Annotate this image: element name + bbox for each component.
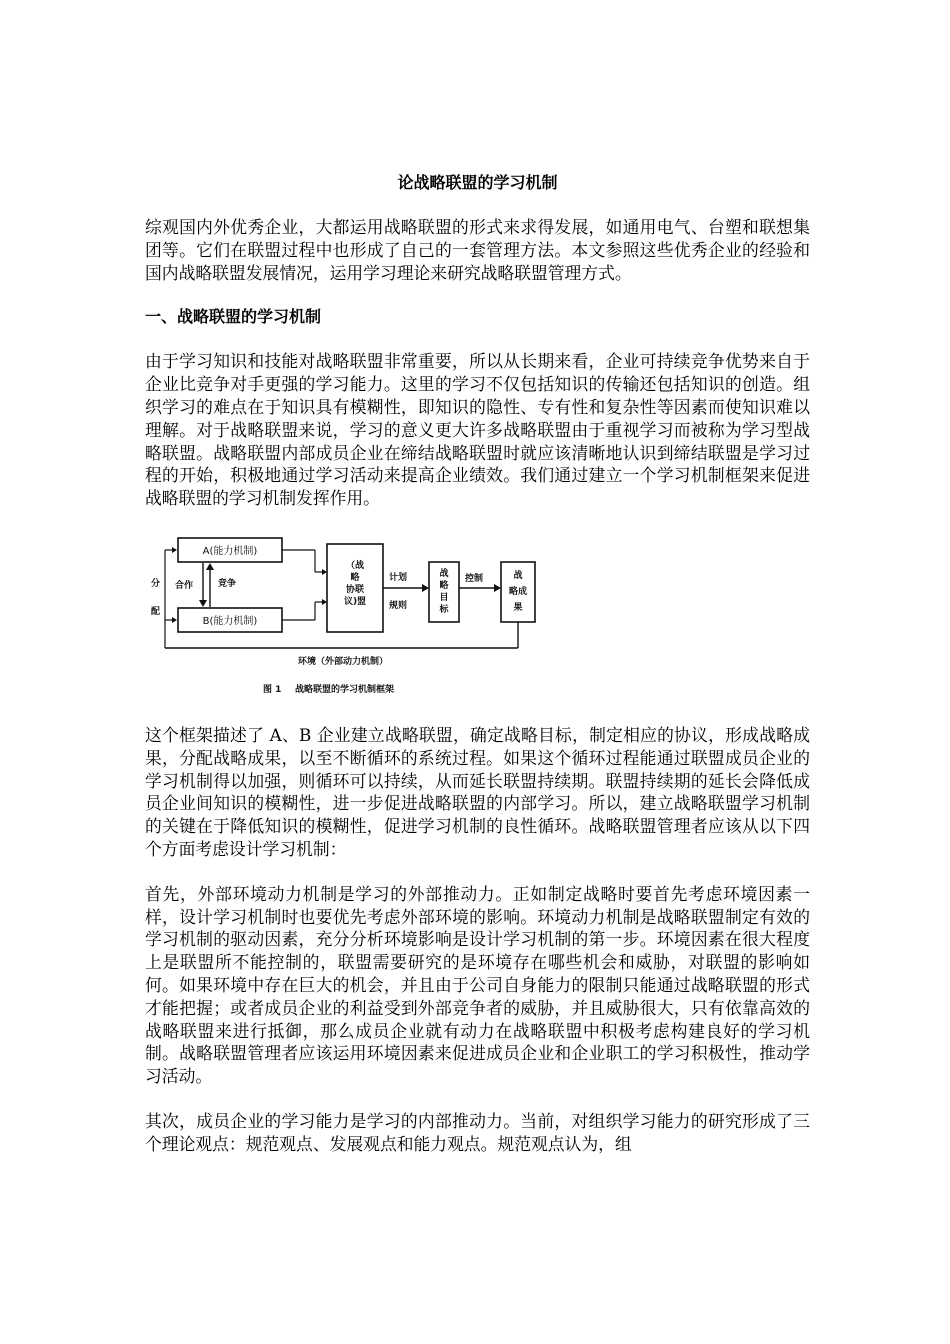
result-label-3: 果 bbox=[513, 602, 523, 613]
figure-diagram bbox=[145, 532, 545, 702]
figure-caption: 战略联盟的学习机制框架 bbox=[295, 684, 395, 695]
body-paragraph-1: 由于学习知识和技能对战略联盟非常重要，所以从长期来看，企业可持续竞争优势来自于企业比竞争对手更强的学习能力。这里的学习不仅包括知识的传输还包括知识的创造。组织学习的难点在于知识具有模糊性，即知识的隐性、专有性和复杂性等因素而使知识难以理解。对于战略联盟来说，学习的意义更大许多战略联盟由于重视学习而被称为学习型战略联盟。战略联盟内部成员企业在缔结战略联盟时就应该清晰地认识到缔结联盟是学习过程的开始，积极地通过学习活动来提高企业绩效。我们通过建立一个学习机制框架来促进战略联盟的学习机制发挥作用。 bbox=[145, 351, 810, 509]
box-a-label: A(能力机制) bbox=[202, 545, 258, 557]
goal-label-1: 战 bbox=[439, 568, 449, 579]
goal-label-3: 目 bbox=[439, 592, 449, 603]
result-label-1: 战 bbox=[513, 570, 523, 581]
document-page bbox=[145, 172, 810, 1178]
rule-label: 规则 bbox=[389, 600, 408, 611]
document-title: 论战略联盟的学习机制 bbox=[397, 173, 558, 192]
alliance-label-2: 略 bbox=[350, 572, 360, 583]
plan-label: 计划 bbox=[389, 572, 408, 583]
environment-label: 环境（外部动力机制） bbox=[297, 656, 389, 667]
goal-label-4: 标 bbox=[439, 604, 449, 615]
alliance-label-1: （战 bbox=[345, 560, 365, 571]
control-label: 控制 bbox=[465, 573, 484, 584]
box-b-label: B(能力机制) bbox=[202, 615, 258, 627]
result-label-2: 略成 bbox=[508, 586, 528, 597]
alliance-label-3: 协联 bbox=[345, 584, 365, 595]
alliance-label-4: 议)盟 bbox=[343, 596, 367, 607]
learning-mechanism-figure bbox=[145, 532, 545, 702]
goal-label-2: 略 bbox=[439, 580, 449, 591]
intro-paragraph: 综观国内外优秀企业，大都运用战略联盟的形式来求得发展，如通用电气、台塑和联想集团等。它们在联盟过程中也形成了自己的一套管理方法。本文参照这些优秀企业的经验和国内战略联盟发展情况，运用学习理论来研究战略联盟管理方式。 bbox=[145, 217, 810, 283]
distribute-label-2: 配 bbox=[151, 606, 161, 617]
cooperate-label: 合作 bbox=[175, 580, 194, 591]
body-paragraph-2: 这个框架描述了 A、B 企业建立战略联盟，确定战略目标，制定相应的协议，形成战略成果，分配战略成果，以至不断循环的系统过程。如果这个循环过程能通过联盟成员企业的学习机制得以加强，则循环可以持续，从而延长联盟持续期。联盟持续期的延长会降低成员企业间知识的模糊性，进一步促进战略联盟的内部学习。所以，建立战略联盟学习机制的关键在于降低知识的模糊性，促进学习机制的良性循环。战略联盟管理者应该从以下四个方面考虑设计学习机制： bbox=[145, 724, 810, 859]
figure-caption-number: 图 1 bbox=[263, 684, 282, 695]
distribute-label-1: 分 bbox=[151, 578, 161, 589]
section-heading: 一、战略联盟的学习机制 bbox=[145, 307, 322, 327]
compete-label: 竞争 bbox=[218, 578, 237, 589]
body-paragraph-4: 其次，成员企业的学习能力是学习的内部推动力。当前，对组织学习能力的研究形成了三个理论观点：规范观点、发展观点和能力观点。规范观点认为，组 bbox=[145, 1110, 810, 1154]
body-paragraph-3: 首先，外部环境动力机制是学习的外部推动力。正如制定战略时要首先考虑环境因素一样，设计学习机制时也要优先考虑外部环境的影响。环境动力机制是战略联盟制定有效的学习机制的驱动因素，充分分析环境影响是设计学习机制的第一步。环境因素在很大程度上是联盟所不能控制的，联盟需要研究的是环境存在哪些机会和威胁，对联盟的影响如何。如果环境中存在巨大的机会，并且由于公司自身能力的限制只能通过战略联盟的形式才能把握；或者成员企业的利益受到外部竞争者的威胁，并且威胁很大，只有依靠高效的战略联盟来进行抵御，那么成员企业就有动力在战略联盟中积极考虑构建良好的学习机制。战略联盟管理者应该运用环境因素来促进成员企业和企业职工的学习积极性，推动学习活动。 bbox=[145, 883, 810, 1087]
